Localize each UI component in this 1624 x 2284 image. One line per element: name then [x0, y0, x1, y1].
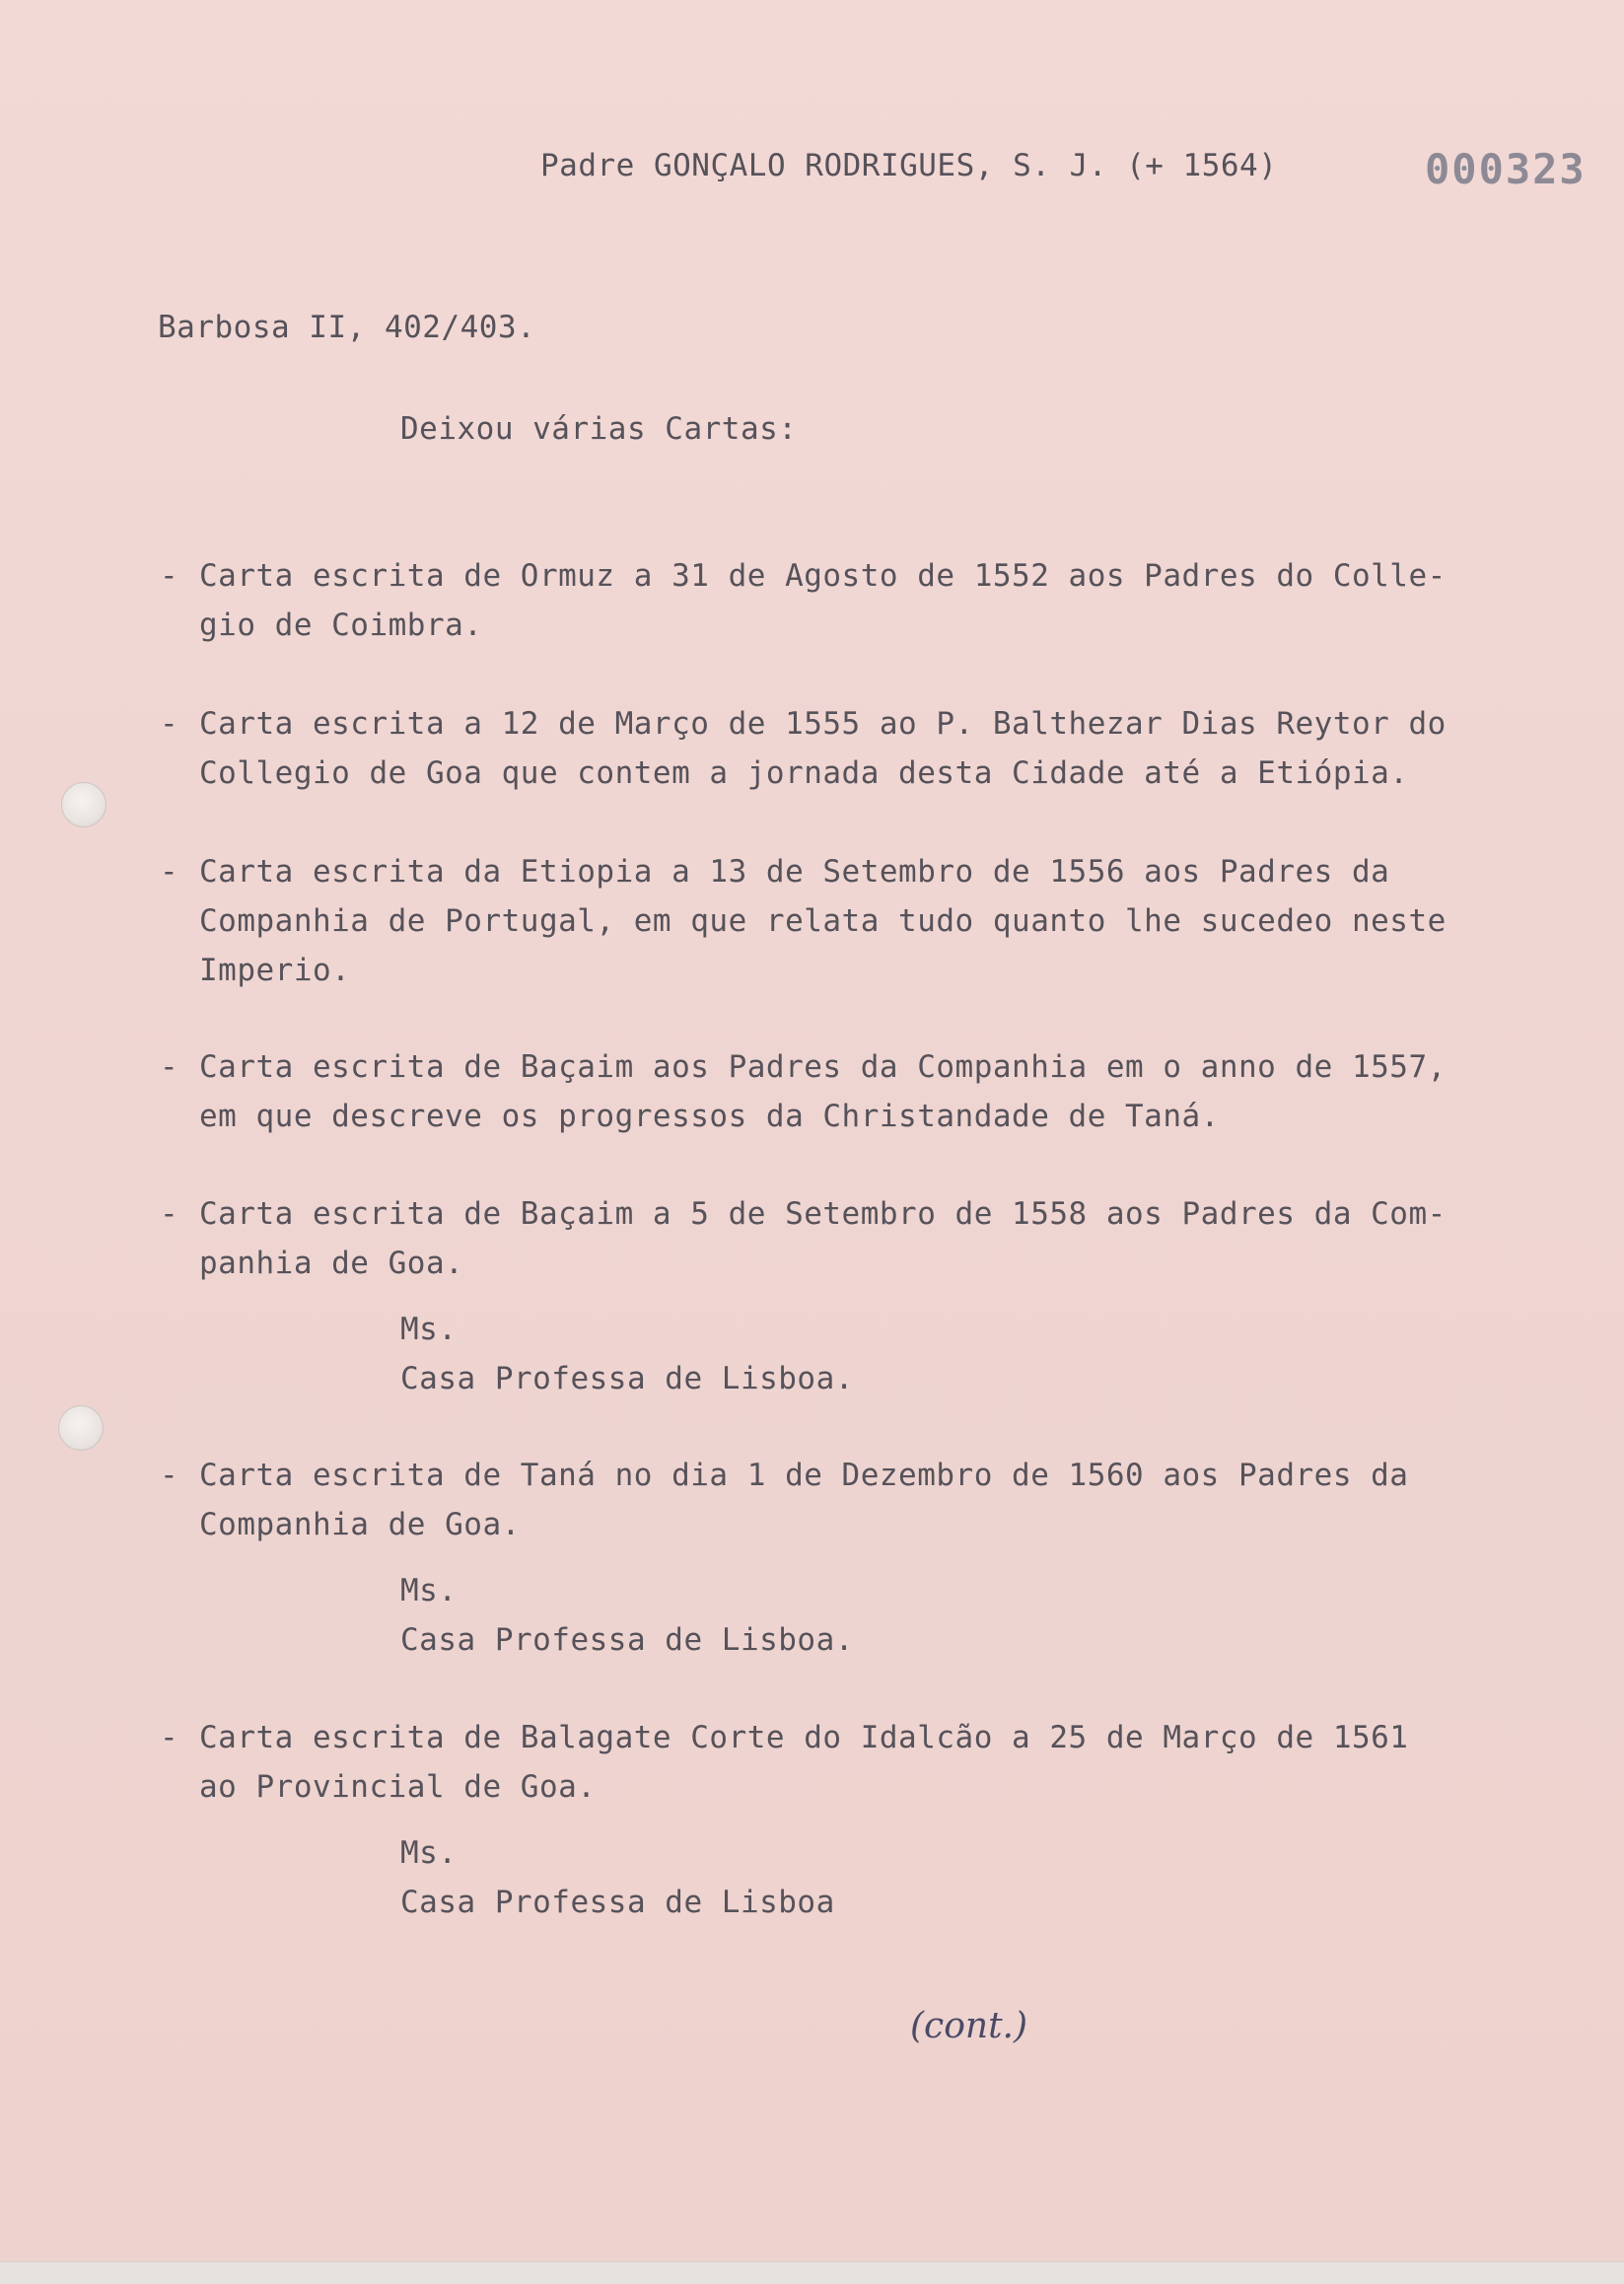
entry-6-source-type: Ms. [400, 1573, 458, 1608]
entry-4-line-1: Carta escrita de Baçaim aos Padres da Companhia em o anno de 1557, [199, 1049, 1447, 1085]
entry-3-line-2: Companhia de Portugal, em que relata tudo quanto lhe sucedeo neste [199, 903, 1447, 939]
entry-2-marker: - [160, 706, 178, 742]
entry-4-line-2: em que descreve os progressos da Christandade de Taná. [199, 1099, 1220, 1134]
entry-5-line-2: panhia de Goa. [199, 1246, 464, 1281]
entry-1-line-1: Carta escrita de Ormuz a 31 de Agosto de 1552 aos Padres do Colle- [199, 558, 1447, 594]
entry-2-line-1: Carta escrita a 12 de Março de 1555 ao P. Balthezar Dias Reytor do [199, 706, 1447, 742]
handwritten-continued-note: (cont.) [910, 2006, 1028, 2046]
intro-line: Deixou várias Cartas: [400, 411, 798, 447]
document-title: Padre GONÇALO RODRIGUES, S. J. (+ 1564) [540, 148, 1278, 183]
entry-7-source-type: Ms. [400, 1835, 458, 1871]
entry-6-source-location: Casa Professa de Lisboa. [400, 1622, 854, 1658]
entry-7-marker: - [160, 1720, 178, 1755]
entry-2-line-2: Collegio de Goa que contem a jornada desta Cidade até a Etiópia. [199, 755, 1409, 791]
archive-stamp-number: 000323 [1425, 145, 1587, 193]
entry-5-line-1: Carta escrita de Baçaim a 5 de Setembro de 1558 aos Padres da Com- [199, 1196, 1447, 1232]
scan-bottom-edge [0, 2261, 1624, 2284]
entry-5-source-location: Casa Professa de Lisboa. [400, 1361, 854, 1396]
entry-5-marker: - [160, 1196, 178, 1232]
entry-3-marker: - [160, 854, 178, 890]
entry-6-line-1: Carta escrita de Taná no dia 1 de Dezembro de 1560 aos Padres da [199, 1458, 1409, 1493]
entry-7-line-1: Carta escrita de Balagate Corte do Idalcão a 25 de Março de 1561 [199, 1720, 1409, 1755]
punch-hole-bottom [58, 1405, 104, 1451]
entry-3-line-3: Imperio. [199, 953, 351, 988]
entry-1-marker: - [160, 558, 178, 594]
entry-4-marker: - [160, 1049, 178, 1085]
entry-7-source-location: Casa Professa de Lisboa [400, 1885, 835, 1920]
entry-1-line-2: gio de Coimbra. [199, 607, 483, 643]
entry-6-line-2: Companhia de Goa. [199, 1507, 521, 1542]
entry-7-line-2: ao Provincial de Goa. [199, 1769, 597, 1805]
entry-5-source-type: Ms. [400, 1312, 458, 1347]
punch-hole-top [61, 782, 106, 827]
entry-3-line-1: Carta escrita da Etiopia a 13 de Setembro de 1556 aos Padres da [199, 854, 1390, 890]
entry-6-marker: - [160, 1458, 178, 1493]
bibliographic-reference: Barbosa II, 402/403. [158, 310, 536, 345]
